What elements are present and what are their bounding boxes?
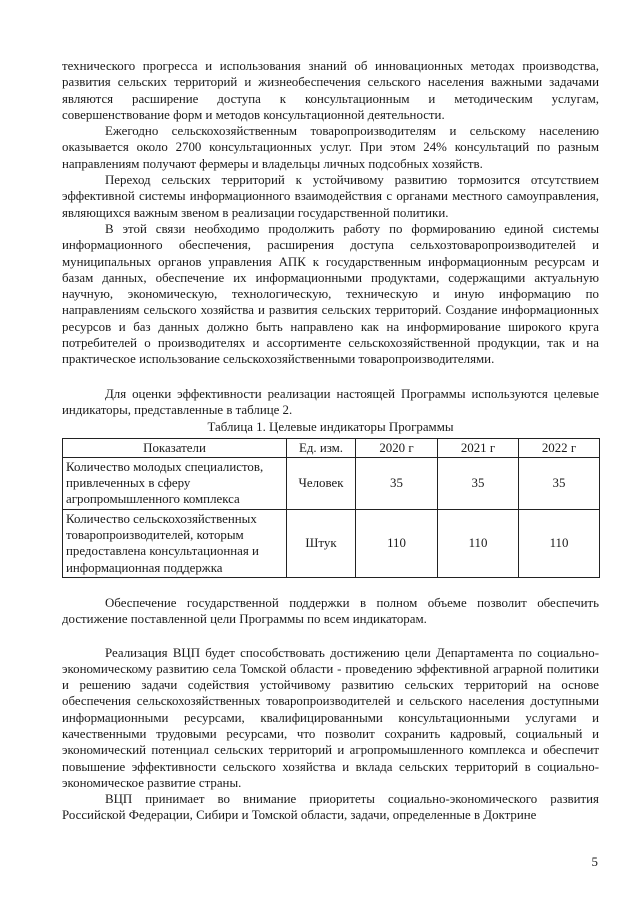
indicators-table	[62, 438, 600, 578]
paragraph-8: ВЦП принимает во внимание приоритеты социально-экономического развития Российской Федерации, Сибири и Томской области, задачи, определенные в Доктрине	[62, 792, 599, 823]
paragraph-1: технического прогресса и использования знаний об инновационных методах производства, развития сельских территорий и жизнеобеспечения сельского населения важными задачами являются расширение доступа к консультационным и методическим услугам, совершенствование форм и методов консультационной деятельности.	[62, 59, 599, 122]
row-indicator-name: Количество сельскохозяйственных товаропроизводителей, которым предоставлена консультационная и информационная поддержка	[63, 509, 287, 577]
paragraph-3: Переход сельских территорий к устойчивому развитию тормозится отсутствием эффективной системы информационного взаимодействия с органами местного самоуправления, являющихся важным звеном в реализации государственной политики.	[62, 173, 599, 220]
paragraph-7: Реализация ВЦП будет способствовать достижению цели Департамента по социально-экономическому развитию села Томской области - проведению эффективной аграрной политики и решению задачи содействия устойчивому развитию сельских территорий на основе обеспечения сельскохозяйственных товаропроизводителей и сельского населения доступными информационными ресурсами, квалифицированными консультационными услугами и качественными трудовыми ресурсами, что позволит сохранить кадровый, социальный и экономический потенциал сельских территорий и агропромышленного комплекса и обеспечит повышение эффективности сельского хозяйства и вклада сельских территорий в социально-экономическое развитие страны.	[62, 645, 599, 790]
table-row	[63, 457, 600, 509]
row-value-2020: 110	[356, 509, 438, 577]
row-value-2022: 110	[519, 509, 600, 577]
header-unit: Ед. изм.	[287, 438, 356, 457]
paragraph-4: В этой связи необходимо продолжить работу по формированию единой системы информационного обеспечения, расширения доступа сельхозтоваропроизводителей и муниципальных органов управления АПК к государственным информационным ресурсам и базам данных, обеспечение их информационными продуктами, содержащими актуальную научную, экономическую, технологическую, техническую и иную информацию по направлениям сельского хозяйства и развития сельских территорий. Создание информационных ресурсов и баз данных должно быть направлено как на информирование широкого круга потребителей о производителях и ассортименте сельскохозяйственной продукции, так и на практическое использование сельскохозяйственными товаропроизводителями.	[62, 221, 599, 367]
row-unit: Человек	[287, 457, 356, 509]
header-indicators: Показатели	[63, 438, 287, 457]
row-unit: Штук	[287, 509, 356, 577]
table-caption: Таблица 1. Целевые индикаторы Программы	[207, 420, 454, 435]
header-2022: 2022 г	[519, 438, 600, 457]
header-2020: 2020 г	[356, 438, 438, 457]
row-value-2022: 35	[519, 457, 600, 509]
paragraph-6: Обеспечение государственной поддержки в полном объеме позволит обеспечить достижение поставленной цели Программы по всем индикаторам.	[62, 595, 599, 627]
header-2021: 2021 г	[438, 438, 519, 457]
paragraph-2: Ежегодно сельскохозяйственным товаропроизводителям и сельскому населению оказывается около 2700 консультационных услуг. При этом 24% консультаций по разным направлениям получают фермеры и владельцы личных подсобных хозяйств.	[62, 124, 599, 171]
row-indicator-name: Количество молодых специалистов, привлеченных в сферу агропромышленного комплекса	[63, 457, 287, 509]
table-header-row	[63, 438, 600, 457]
row-value-2021: 110	[438, 509, 519, 577]
document-page	[62, 58, 599, 824]
paragraph-5: Для оценки эффективности реализации настоящей Программы используются целевые индикаторы, представленные в таблице 2.	[62, 386, 599, 417]
page-number: 5	[591, 855, 598, 869]
table-row	[63, 509, 600, 577]
row-value-2020: 35	[356, 457, 438, 509]
row-value-2021: 35	[438, 457, 519, 509]
